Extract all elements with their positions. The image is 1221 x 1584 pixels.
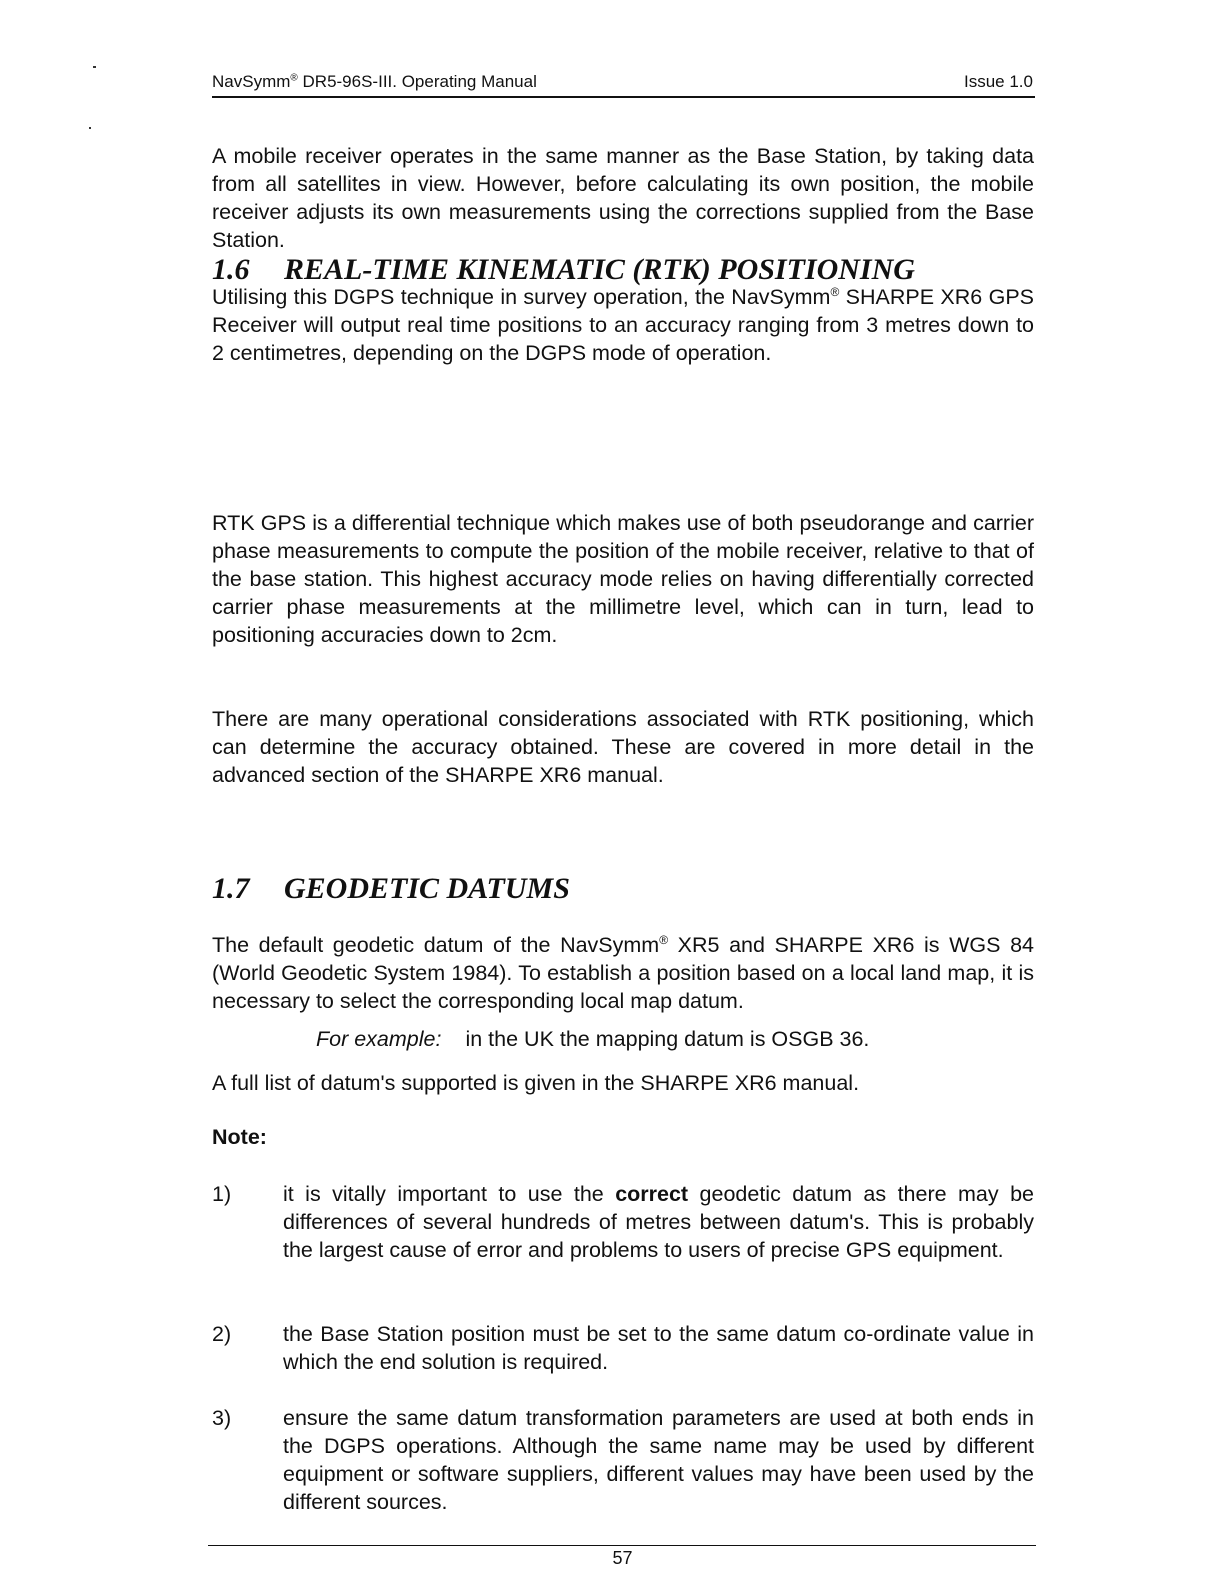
intro-paragraph-2: Utilising this DGPS technique in survey operation, the NavSymm® SHARPE XR6 GPS Receiver will output real time positions to an accuracy ranging from 3 metres down to 2 centimetres, depending on the DGPS mode of operation.: [212, 284, 1034, 365]
running-header: [212, 72, 1035, 98]
page-number: 57: [612, 1548, 633, 1568]
section-heading-1-6: 1.6 REAL-TIME KINEMATIC (RTK) POSITIONING: [212, 253, 915, 286]
header-issue: Issue 1.0: [964, 72, 1033, 91]
footer-rule: [208, 1545, 1036, 1546]
scan-speck: [89, 127, 91, 129]
datum-paragraph-2: A full list of datum's supported is given in the SHARPE XR6 manual.: [212, 1071, 860, 1095]
intro-paragraph-1: A mobile receiver operates in the same manner as the Base Station, by taking data from all satellites in view. However, before calculating its own position, the mobile receiver adjusts its own measurements using the corrections supplied from the Base Station.: [212, 144, 1034, 252]
section-heading-1-7: 1.7 GEODETIC DATUMS: [212, 872, 570, 905]
note-label: Note:: [212, 1125, 267, 1149]
scan-speck: [93, 66, 96, 68]
manual-page: NavSymm® DR5-96S-III. Operating Manual Issue 1.0 A mobile receiver operates in the same manner as the Base Station, by taking data from all satellites in view. However, before calculating its own position, the mobile receiver adjusts its own measurements using the corrections supplied from the Base Station. Utilising this DGPS technique in survey operation, the NavSymm® SHARPE XR6 GPS Receiver will output real time positions to an accuracy ranging from 3 metres down to 2 centimetres, depending on the DGPS mode of operation. 1.6 REAL-TIME KINEMATIC (RTK) POSITIONING RTK GPS is a differential technique which makes use of both pseudorange and carrier phase measurements to compute the position of the mobile receiver, relative to that of the base station. This highest accuracy mode relies on having differentially corrected carrier phase measurements at the millimetre level, which can in turn, lead to positioning accuracies down to 2cm. There are many operational considerations associated with RTK positioning, which can determine the accuracy obtained. These are covered in more detail in the advanced section of the SHARPE XR6 manual. 1.7 GEODETIC DATUMS The default geodetic datum of the NavSymm® XR5 and SHARPE XR6 is WGS 84 (World Geodetic System 1984). To establish a position based on a local land map, it is necessary to select the corresponding local map datum. For example: in the UK the mapping datum is OSGB 36. A full list of datum's supported is given in the SHARPE XR6 manual. Note: 1) it is vitally important to use the correct geodetic datum as there may be differences of several hundreds of metres between datum's. This is probably the largest cause of error and problems to users of precise GPS equipment. 2) the Base Station position must be set to the same datum co-ordinate value in which the end solution is required. 3) ensure the same datum transformation parameters are used at both ends in the DGPS operations. Although the same name may be used by different equipment or software suppliers, different values may have been used by the different sources. 57: [0, 0, 1221, 1584]
rtk-paragraph-1: RTK GPS is a differential technique which makes use of both pseudorange and carrier phase measurements to compute the position of the mobile receiver, relative to that of the base station. This highest accuracy mode relies on having differentially corrected carrier phase measurements at the millimetre level, which can in turn, lead to positioning accuracies down to 2cm.: [212, 511, 1034, 647]
header-title: NavSymm® DR5-96S-III. Operating Manual: [212, 72, 537, 91]
rtk-paragraph-2: There are many operational considerations associated with RTK positioning, which can determine the accuracy obtained. These are covered in more detail in the advanced section of the SHARPE XR6 manual.: [212, 707, 1034, 787]
datum-example: For example: in the UK the mapping datum is OSGB 36.: [316, 1027, 870, 1051]
datum-paragraph-1: The default geodetic datum of the NavSymm® XR5 and SHARPE XR6 is WGS 84 (World Geodetic System 1984). To establish a position based on a local land map, it is necessary to select the corresponding local map datum.: [212, 932, 1035, 1013]
